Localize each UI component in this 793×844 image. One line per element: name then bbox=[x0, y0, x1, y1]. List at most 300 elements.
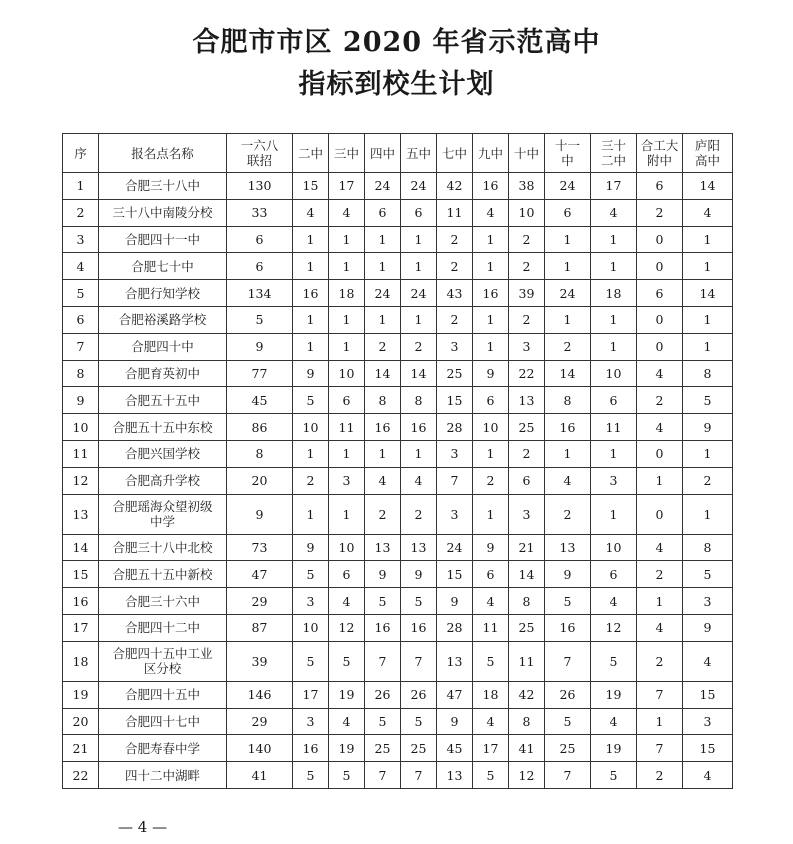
quota-cell: 2 bbox=[637, 387, 683, 414]
quota-cell: 4 bbox=[293, 199, 329, 226]
quota-cell: 1 bbox=[293, 306, 329, 333]
quota-cell: 1 bbox=[401, 306, 437, 333]
quota-cell: 10 bbox=[591, 360, 637, 387]
quota-cell: 4 bbox=[329, 199, 365, 226]
quota-cell: 42 bbox=[509, 681, 545, 708]
school-name-cell: 合肥五十五中东校 bbox=[99, 414, 227, 441]
quota-cell: 10 bbox=[329, 360, 365, 387]
quota-cell: 5 bbox=[329, 641, 365, 681]
quota-cell: 1 bbox=[591, 253, 637, 280]
quota-cell: 77 bbox=[227, 360, 293, 387]
quota-cell: 6 bbox=[545, 199, 591, 226]
quota-cell: 0 bbox=[637, 253, 683, 280]
quota-cell: 7 bbox=[637, 735, 683, 762]
quota-cell: 6 bbox=[329, 387, 365, 414]
quota-cell: 33 bbox=[227, 199, 293, 226]
row-index-cell: 5 bbox=[63, 280, 99, 307]
quota-cell: 24 bbox=[365, 173, 401, 200]
school-name-cell: 合肥四十五中工业 区分校 bbox=[99, 641, 227, 681]
quota-cell: 24 bbox=[437, 534, 473, 561]
quota-cell: 6 bbox=[329, 561, 365, 588]
table-row bbox=[63, 253, 733, 280]
school-name-cell: 合肥三十六中 bbox=[99, 588, 227, 615]
quota-cell: 2 bbox=[473, 467, 509, 494]
quota-cell: 9 bbox=[401, 561, 437, 588]
quota-cell: 9 bbox=[437, 588, 473, 615]
quota-cell: 13 bbox=[365, 534, 401, 561]
quota-cell: 1 bbox=[637, 708, 683, 735]
quota-cell: 6 bbox=[591, 387, 637, 414]
quota-cell: 18 bbox=[591, 280, 637, 307]
quota-cell: 11 bbox=[473, 614, 509, 641]
table-row bbox=[63, 226, 733, 253]
quota-cell: 14 bbox=[545, 360, 591, 387]
quota-cell: 1 bbox=[365, 440, 401, 467]
column-header: 庐阳 高中 bbox=[683, 134, 733, 173]
quota-cell: 5 bbox=[401, 588, 437, 615]
school-name-cell: 合肥四十五中 bbox=[99, 681, 227, 708]
table-row bbox=[63, 735, 733, 762]
quota-cell: 9 bbox=[683, 414, 733, 441]
quota-cell: 5 bbox=[545, 588, 591, 615]
quota-cell: 1 bbox=[401, 253, 437, 280]
quota-cell: 16 bbox=[401, 414, 437, 441]
quota-cell: 9 bbox=[683, 614, 733, 641]
quota-cell: 14 bbox=[365, 360, 401, 387]
quota-cell: 86 bbox=[227, 414, 293, 441]
quota-cell: 2 bbox=[401, 494, 437, 534]
quota-cell: 21 bbox=[509, 534, 545, 561]
quota-cell: 0 bbox=[637, 306, 683, 333]
quota-cell: 7 bbox=[637, 681, 683, 708]
quota-cell: 10 bbox=[473, 414, 509, 441]
quota-cell: 1 bbox=[591, 306, 637, 333]
quota-cell: 1 bbox=[683, 226, 733, 253]
quota-cell: 2 bbox=[509, 253, 545, 280]
quota-cell: 1 bbox=[365, 306, 401, 333]
row-index-cell: 13 bbox=[63, 494, 99, 534]
quota-cell: 28 bbox=[437, 614, 473, 641]
school-name-cell: 合肥育英初中 bbox=[99, 360, 227, 387]
row-index-cell: 8 bbox=[63, 360, 99, 387]
quota-cell: 41 bbox=[227, 762, 293, 789]
quota-cell: 5 bbox=[401, 708, 437, 735]
quota-cell: 10 bbox=[509, 199, 545, 226]
quota-cell: 1 bbox=[591, 333, 637, 360]
quota-cell: 8 bbox=[227, 440, 293, 467]
table-row bbox=[63, 333, 733, 360]
quota-cell: 2 bbox=[365, 333, 401, 360]
table-row bbox=[63, 280, 733, 307]
quota-cell: 25 bbox=[437, 360, 473, 387]
quota-cell: 28 bbox=[437, 414, 473, 441]
table-row bbox=[63, 708, 733, 735]
quota-cell: 5 bbox=[473, 641, 509, 681]
row-index-cell: 12 bbox=[63, 467, 99, 494]
quota-cell: 7 bbox=[545, 641, 591, 681]
school-name-cell: 合肥四十七中 bbox=[99, 708, 227, 735]
quota-cell: 1 bbox=[473, 494, 509, 534]
quota-cell: 19 bbox=[329, 681, 365, 708]
quota-table bbox=[62, 133, 733, 789]
quota-cell: 5 bbox=[293, 561, 329, 588]
quota-cell: 24 bbox=[545, 173, 591, 200]
quota-cell: 8 bbox=[683, 360, 733, 387]
row-index-cell: 21 bbox=[63, 735, 99, 762]
quota-cell: 11 bbox=[329, 414, 365, 441]
column-header: 三十 二中 bbox=[591, 134, 637, 173]
quota-cell: 17 bbox=[591, 173, 637, 200]
quota-cell: 8 bbox=[365, 387, 401, 414]
row-index-cell: 1 bbox=[63, 173, 99, 200]
quota-cell: 4 bbox=[365, 467, 401, 494]
quota-cell: 1 bbox=[365, 253, 401, 280]
quota-cell: 2 bbox=[545, 333, 591, 360]
quota-cell: 47 bbox=[227, 561, 293, 588]
quota-cell: 5 bbox=[293, 762, 329, 789]
table-row bbox=[63, 534, 733, 561]
quota-cell: 12 bbox=[329, 614, 365, 641]
table-row bbox=[63, 440, 733, 467]
quota-cell: 3 bbox=[437, 440, 473, 467]
quota-cell: 12 bbox=[591, 614, 637, 641]
quota-cell: 0 bbox=[637, 494, 683, 534]
quota-cell: 0 bbox=[637, 333, 683, 360]
column-header: 报名点名称 bbox=[99, 134, 227, 173]
quota-cell: 9 bbox=[473, 360, 509, 387]
quota-cell: 5 bbox=[683, 387, 733, 414]
quota-cell: 1 bbox=[473, 440, 509, 467]
quota-cell: 1 bbox=[683, 440, 733, 467]
quota-cell: 1 bbox=[293, 333, 329, 360]
quota-cell: 4 bbox=[683, 762, 733, 789]
quota-cell: 1 bbox=[329, 226, 365, 253]
quota-cell: 1 bbox=[637, 467, 683, 494]
quota-cell: 16 bbox=[401, 614, 437, 641]
quota-cell: 2 bbox=[401, 333, 437, 360]
quota-cell: 2 bbox=[637, 641, 683, 681]
quota-cell: 2 bbox=[437, 253, 473, 280]
quota-cell: 5 bbox=[329, 762, 365, 789]
quota-cell: 7 bbox=[437, 467, 473, 494]
column-header: 四中 bbox=[365, 134, 401, 173]
quota-cell: 1 bbox=[293, 226, 329, 253]
quota-cell: 1 bbox=[545, 306, 591, 333]
quota-cell: 9 bbox=[473, 534, 509, 561]
quota-cell: 22 bbox=[509, 360, 545, 387]
quota-cell: 42 bbox=[437, 173, 473, 200]
quota-cell: 4 bbox=[473, 588, 509, 615]
quota-cell: 15 bbox=[683, 681, 733, 708]
quota-cell: 25 bbox=[545, 735, 591, 762]
quota-cell: 8 bbox=[509, 708, 545, 735]
table-row bbox=[63, 494, 733, 534]
quota-cell: 7 bbox=[365, 762, 401, 789]
quota-cell: 5 bbox=[293, 387, 329, 414]
quota-cell: 4 bbox=[329, 588, 365, 615]
school-name-cell: 三十八中南陵分校 bbox=[99, 199, 227, 226]
quota-cell: 16 bbox=[545, 414, 591, 441]
quota-cell: 19 bbox=[591, 681, 637, 708]
quota-cell: 13 bbox=[401, 534, 437, 561]
row-index-cell: 15 bbox=[63, 561, 99, 588]
quota-cell: 1 bbox=[683, 494, 733, 534]
quota-cell: 1 bbox=[293, 253, 329, 280]
quota-cell: 1 bbox=[293, 440, 329, 467]
school-name-cell: 合肥行知学校 bbox=[99, 280, 227, 307]
quota-cell: 47 bbox=[437, 681, 473, 708]
quota-cell: 4 bbox=[473, 199, 509, 226]
quota-cell: 7 bbox=[545, 762, 591, 789]
quota-cell: 1 bbox=[329, 253, 365, 280]
row-index-cell: 20 bbox=[63, 708, 99, 735]
quota-cell: 1 bbox=[329, 306, 365, 333]
column-header: 五中 bbox=[401, 134, 437, 173]
quota-cell: 4 bbox=[637, 414, 683, 441]
quota-cell: 1 bbox=[293, 494, 329, 534]
school-name-cell: 合肥三十八中 bbox=[99, 173, 227, 200]
table-row bbox=[63, 561, 733, 588]
quota-cell: 7 bbox=[401, 762, 437, 789]
table-row bbox=[63, 306, 733, 333]
column-header: 三中 bbox=[329, 134, 365, 173]
quota-cell: 9 bbox=[437, 708, 473, 735]
quota-cell: 16 bbox=[365, 414, 401, 441]
row-index-cell: 7 bbox=[63, 333, 99, 360]
school-name-cell: 合肥四十二中 bbox=[99, 614, 227, 641]
quota-cell: 1 bbox=[401, 440, 437, 467]
row-index-cell: 6 bbox=[63, 306, 99, 333]
quota-cell: 10 bbox=[591, 534, 637, 561]
table-row bbox=[63, 387, 733, 414]
table-row bbox=[63, 199, 733, 226]
quota-cell: 12 bbox=[509, 762, 545, 789]
quota-cell: 15 bbox=[293, 173, 329, 200]
quota-cell: 14 bbox=[401, 360, 437, 387]
quota-cell: 3 bbox=[509, 333, 545, 360]
quota-cell: 16 bbox=[293, 735, 329, 762]
quota-cell: 16 bbox=[293, 280, 329, 307]
quota-cell: 5 bbox=[365, 708, 401, 735]
column-header: 七中 bbox=[437, 134, 473, 173]
quota-cell: 45 bbox=[437, 735, 473, 762]
quota-cell: 2 bbox=[437, 226, 473, 253]
page-number: — 4 — bbox=[118, 818, 168, 836]
quota-cell: 1 bbox=[683, 306, 733, 333]
quota-cell: 6 bbox=[509, 467, 545, 494]
row-index-cell: 4 bbox=[63, 253, 99, 280]
quota-cell: 4 bbox=[473, 708, 509, 735]
table-row bbox=[63, 173, 733, 200]
quota-cell: 2 bbox=[637, 199, 683, 226]
quota-cell: 25 bbox=[509, 614, 545, 641]
quota-cell: 24 bbox=[545, 280, 591, 307]
quota-cell: 4 bbox=[591, 588, 637, 615]
quota-cell: 3 bbox=[329, 467, 365, 494]
table-row bbox=[63, 762, 733, 789]
school-name-cell: 合肥寿春中学 bbox=[99, 735, 227, 762]
quota-cell: 1 bbox=[545, 226, 591, 253]
quota-cell: 19 bbox=[591, 735, 637, 762]
school-name-cell: 合肥裕溪路学校 bbox=[99, 306, 227, 333]
quota-cell: 2 bbox=[437, 306, 473, 333]
quota-cell: 29 bbox=[227, 588, 293, 615]
quota-cell: 6 bbox=[591, 561, 637, 588]
quota-cell: 4 bbox=[591, 199, 637, 226]
quota-cell: 14 bbox=[683, 173, 733, 200]
quota-cell: 13 bbox=[437, 641, 473, 681]
school-name-cell: 合肥三十八中北校 bbox=[99, 534, 227, 561]
quota-cell: 1 bbox=[401, 226, 437, 253]
quota-cell: 17 bbox=[329, 173, 365, 200]
quota-cell: 1 bbox=[473, 333, 509, 360]
quota-cell: 26 bbox=[365, 681, 401, 708]
quota-cell: 4 bbox=[683, 641, 733, 681]
school-name-cell: 合肥七十中 bbox=[99, 253, 227, 280]
quota-cell: 146 bbox=[227, 681, 293, 708]
quota-cell: 1 bbox=[637, 588, 683, 615]
quota-cell: 3 bbox=[293, 588, 329, 615]
quota-cell: 5 bbox=[293, 641, 329, 681]
table-header-row bbox=[63, 134, 733, 173]
quota-cell: 14 bbox=[683, 280, 733, 307]
row-index-cell: 16 bbox=[63, 588, 99, 615]
document-title-line1: 合肥市市区 2020 年省示范高中 bbox=[192, 27, 601, 58]
column-header: 二中 bbox=[293, 134, 329, 173]
quota-cell: 5 bbox=[591, 641, 637, 681]
row-index-cell: 10 bbox=[63, 414, 99, 441]
column-header: 合工大 附中 bbox=[637, 134, 683, 173]
quota-cell: 24 bbox=[365, 280, 401, 307]
quota-cell: 5 bbox=[683, 561, 733, 588]
quota-cell: 9 bbox=[293, 360, 329, 387]
column-header: 一六八 联招 bbox=[227, 134, 293, 173]
quota-cell: 2 bbox=[365, 494, 401, 534]
quota-cell: 4 bbox=[591, 708, 637, 735]
quota-cell: 8 bbox=[545, 387, 591, 414]
quota-cell: 3 bbox=[591, 467, 637, 494]
quota-cell: 2 bbox=[509, 306, 545, 333]
quota-cell: 25 bbox=[365, 735, 401, 762]
quota-cell: 3 bbox=[293, 708, 329, 735]
quota-cell: 24 bbox=[401, 280, 437, 307]
quota-cell: 17 bbox=[293, 681, 329, 708]
quota-cell: 2 bbox=[509, 226, 545, 253]
quota-cell: 2 bbox=[545, 494, 591, 534]
school-name-cell: 合肥兴国学校 bbox=[99, 440, 227, 467]
quota-cell: 10 bbox=[329, 534, 365, 561]
school-name-cell: 四十二中湖畔 bbox=[99, 762, 227, 789]
quota-cell: 1 bbox=[591, 494, 637, 534]
quota-cell: 2 bbox=[683, 467, 733, 494]
row-index-cell: 9 bbox=[63, 387, 99, 414]
quota-cell: 2 bbox=[637, 762, 683, 789]
quota-cell: 3 bbox=[509, 494, 545, 534]
quota-cell: 10 bbox=[293, 614, 329, 641]
school-name-cell: 合肥五十五中 bbox=[99, 387, 227, 414]
quota-cell: 1 bbox=[591, 226, 637, 253]
quota-cell: 2 bbox=[293, 467, 329, 494]
school-name-cell: 合肥高升学校 bbox=[99, 467, 227, 494]
quota-cell: 87 bbox=[227, 614, 293, 641]
quota-cell: 9 bbox=[227, 494, 293, 534]
quota-cell: 1 bbox=[473, 306, 509, 333]
quota-cell: 25 bbox=[401, 735, 437, 762]
quota-cell: 4 bbox=[545, 467, 591, 494]
quota-cell: 73 bbox=[227, 534, 293, 561]
quota-cell: 3 bbox=[437, 494, 473, 534]
quota-cell: 38 bbox=[509, 173, 545, 200]
quota-cell: 2 bbox=[509, 440, 545, 467]
quota-cell: 16 bbox=[473, 173, 509, 200]
quota-cell: 7 bbox=[401, 641, 437, 681]
quota-cell: 11 bbox=[509, 641, 545, 681]
quota-cell: 16 bbox=[545, 614, 591, 641]
row-index-cell: 22 bbox=[63, 762, 99, 789]
quota-cell: 6 bbox=[227, 253, 293, 280]
table-row bbox=[63, 614, 733, 641]
quota-cell: 2 bbox=[637, 561, 683, 588]
quota-cell: 11 bbox=[437, 199, 473, 226]
table-row bbox=[63, 467, 733, 494]
quota-cell: 8 bbox=[401, 387, 437, 414]
quota-cell: 1 bbox=[473, 253, 509, 280]
quota-cell: 13 bbox=[437, 762, 473, 789]
quota-cell: 1 bbox=[683, 253, 733, 280]
quota-cell: 19 bbox=[329, 735, 365, 762]
table-row bbox=[63, 681, 733, 708]
quota-cell: 1 bbox=[329, 440, 365, 467]
quota-cell: 0 bbox=[637, 440, 683, 467]
quota-cell: 130 bbox=[227, 173, 293, 200]
quota-cell: 3 bbox=[683, 708, 733, 735]
quota-cell: 16 bbox=[365, 614, 401, 641]
quota-cell: 1 bbox=[545, 253, 591, 280]
quota-cell: 6 bbox=[227, 226, 293, 253]
quota-cell: 16 bbox=[473, 280, 509, 307]
quota-cell: 39 bbox=[509, 280, 545, 307]
quota-cell: 11 bbox=[591, 414, 637, 441]
quota-cell: 1 bbox=[545, 440, 591, 467]
quota-cell: 10 bbox=[293, 414, 329, 441]
quota-cell: 1 bbox=[329, 494, 365, 534]
school-name-cell: 合肥四十中 bbox=[99, 333, 227, 360]
quota-cell: 15 bbox=[437, 561, 473, 588]
quota-cell: 5 bbox=[473, 762, 509, 789]
quota-cell: 4 bbox=[637, 534, 683, 561]
quota-cell: 15 bbox=[437, 387, 473, 414]
column-header: 序 bbox=[63, 134, 99, 173]
quota-cell: 6 bbox=[365, 199, 401, 226]
quota-cell: 9 bbox=[227, 333, 293, 360]
quota-cell: 17 bbox=[473, 735, 509, 762]
quota-cell: 9 bbox=[365, 561, 401, 588]
quota-cell: 4 bbox=[637, 614, 683, 641]
quota-cell: 7 bbox=[365, 641, 401, 681]
quota-cell: 14 bbox=[509, 561, 545, 588]
quota-cell: 0 bbox=[637, 226, 683, 253]
table-row bbox=[63, 414, 733, 441]
row-index-cell: 3 bbox=[63, 226, 99, 253]
quota-cell: 39 bbox=[227, 641, 293, 681]
quota-cell: 4 bbox=[401, 467, 437, 494]
table-row bbox=[63, 588, 733, 615]
quota-cell: 18 bbox=[473, 681, 509, 708]
quota-cell: 20 bbox=[227, 467, 293, 494]
quota-cell: 18 bbox=[329, 280, 365, 307]
quota-cell: 43 bbox=[437, 280, 473, 307]
school-name-cell: 合肥瑶海众望初级 中学 bbox=[99, 494, 227, 534]
